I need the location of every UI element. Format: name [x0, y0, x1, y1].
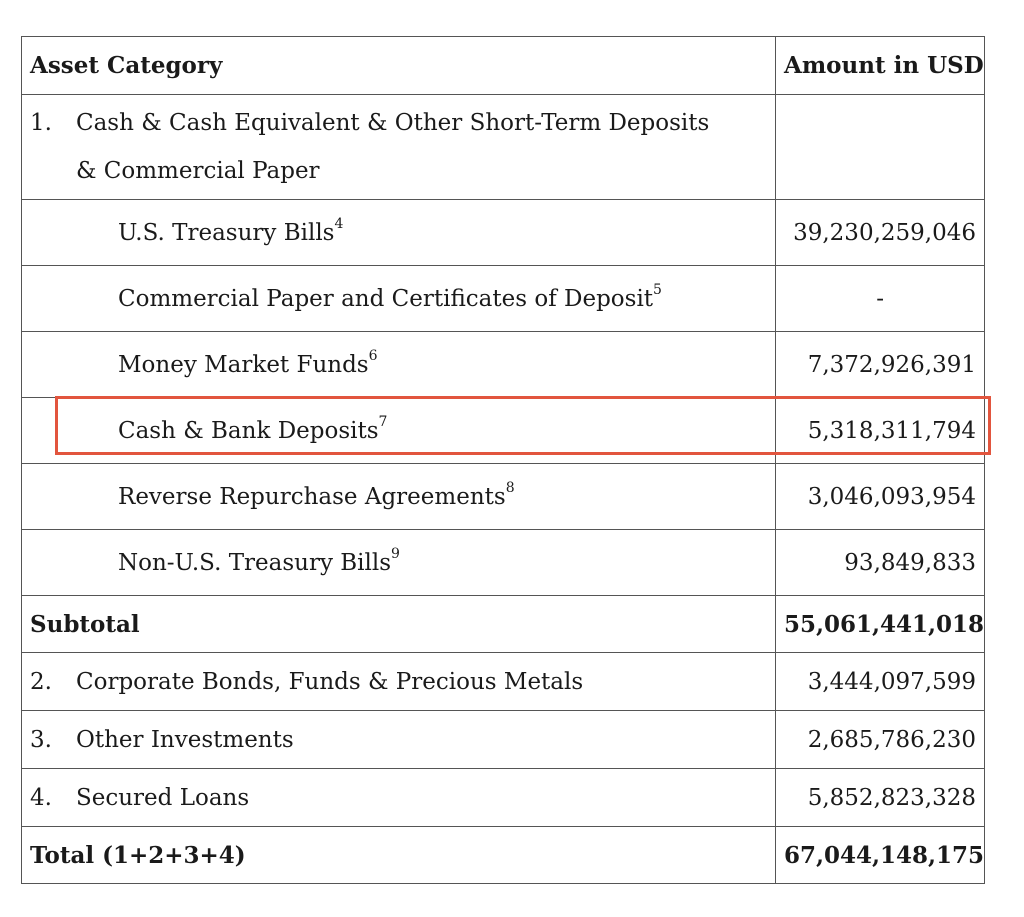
section-1-label: Cash & Cash Equivalent & Other Short-Term Deposits & Commercial Paper	[76, 110, 710, 184]
footnote-ref: 4	[334, 215, 344, 232]
section-1-cell	[22, 95, 776, 200]
section-1-amount	[776, 95, 985, 200]
table-row	[22, 711, 985, 769]
item-label: Non-U.S. Treasury Bills	[118, 549, 392, 576]
item-amount: 3,046,093,954	[776, 464, 985, 530]
table-row	[22, 464, 985, 530]
table-row	[22, 200, 985, 266]
total-amount: 67,044,148,175	[776, 827, 985, 884]
asset-table	[21, 36, 985, 884]
item-label: Reverse Repurchase Agreements	[118, 483, 506, 510]
section-1-number: 1.	[30, 110, 52, 136]
item-amount: 39,230,259,046	[776, 200, 985, 266]
item-amount: 93,849,833	[776, 530, 985, 596]
footnote-ref: 7	[378, 413, 388, 430]
header-row	[22, 37, 985, 95]
header-category: Asset Category	[22, 37, 776, 95]
item-label: Cash & Bank Deposits	[118, 417, 379, 444]
item-label: Commercial Paper and Certificates of Deposit	[118, 285, 654, 312]
footnote-ref: 5	[653, 281, 662, 298]
item-amount: 5,318,311,794	[776, 398, 985, 464]
item-amount: 3,444,097,599	[776, 653, 985, 711]
item-amount: 2,685,786,230	[776, 711, 985, 769]
item-label: Other Investments	[76, 726, 294, 753]
item-amount: -	[776, 266, 985, 332]
item-number: 2.	[30, 668, 52, 695]
footnote-ref: 6	[368, 347, 378, 364]
table-row	[22, 332, 985, 398]
footnote-ref: 9	[391, 545, 400, 562]
table-row	[22, 769, 985, 827]
table-row	[22, 530, 985, 596]
item-label: Secured Loans	[76, 784, 250, 811]
subtotal-label: Subtotal	[22, 596, 776, 653]
item-label: Corporate Bonds, Funds & Precious Metals	[76, 668, 584, 695]
subtotal-amount: 55,061,441,018	[776, 596, 985, 653]
footnote-ref: 8	[505, 479, 515, 496]
header-amount: Amount in USD	[776, 37, 985, 95]
item-label: Money Market Funds	[118, 351, 369, 378]
table-row	[22, 266, 985, 332]
item-number: 3.	[30, 726, 52, 753]
subtotal-row	[22, 596, 985, 653]
item-amount: 7,372,926,391	[776, 332, 985, 398]
item-number: 4.	[30, 784, 52, 811]
item-amount: 5,852,823,328	[776, 769, 985, 827]
table-row	[22, 653, 985, 711]
total-label: Total (1+2+3+4)	[22, 827, 776, 884]
section-1-row	[22, 95, 985, 200]
total-row	[22, 827, 985, 884]
table-row-highlighted	[22, 398, 985, 464]
item-label: U.S. Treasury Bills	[118, 219, 335, 246]
